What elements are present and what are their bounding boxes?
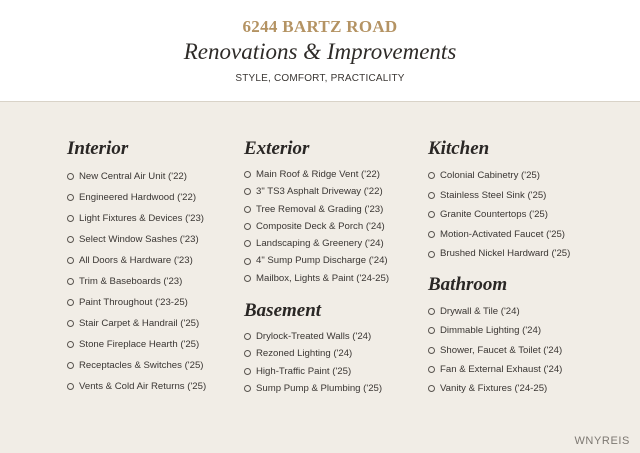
list-item-label: Vanity & Fixtures ('24-25) <box>440 383 548 395</box>
list-item <box>67 376 206 397</box>
list-item-label: Dimmable Lighting ('24) <box>440 325 542 337</box>
circle-bullet-icon <box>67 278 74 285</box>
circle-bullet-icon <box>67 236 74 243</box>
list-basement <box>244 328 382 397</box>
list-item <box>428 360 562 379</box>
list-item-label: Stainless Steel Sink ('25) <box>440 189 547 201</box>
circle-bullet-icon <box>67 257 74 264</box>
list-item-label: Vents & Cold Air Returns ('25) <box>79 381 207 392</box>
circle-bullet-icon <box>67 173 74 180</box>
circle-bullet-icon <box>244 368 251 375</box>
section-title-basement: Basement <box>244 300 322 321</box>
list-item-label: 3" TS3 Asphalt Driveway ('22) <box>256 186 383 198</box>
circle-bullet-icon <box>67 320 74 327</box>
content-panel <box>0 102 640 453</box>
circle-bullet-icon <box>244 275 251 282</box>
circle-bullet-icon <box>67 215 74 222</box>
list-item <box>67 208 206 229</box>
tagline: STYLE, COMFORT, PRACTICALITY <box>235 73 405 84</box>
list-item-label: Main Roof & Ridge Vent ('22) <box>256 169 380 180</box>
list-kitchen <box>428 166 570 264</box>
list-item-label: Tree Removal & Grading ('23) <box>256 203 384 215</box>
list-item <box>244 166 389 183</box>
list-item <box>244 235 389 252</box>
list-item-label: All Doors & Hardware ('23) <box>79 255 193 266</box>
list-item-label: Mailbox, Lights & Paint ('24-25) <box>256 272 390 284</box>
list-item <box>428 186 570 206</box>
circle-bullet-icon <box>428 327 435 334</box>
list-item-label: Stair Carpet & Handrail ('25) <box>79 318 200 329</box>
list-item <box>428 205 570 225</box>
list-interior <box>67 166 206 397</box>
list-item <box>244 380 382 397</box>
page-title: Renovations & Improvements <box>183 39 457 64</box>
circle-bullet-icon <box>67 299 74 306</box>
list-item <box>244 328 382 345</box>
list-item-label: Light Fixtures & Devices ('23) <box>79 213 204 224</box>
circle-bullet-icon <box>244 206 251 213</box>
list-item <box>244 252 389 269</box>
list-item-label: Brushed Nickel Hardward ('25) <box>440 248 571 260</box>
list-item-label: Sump Pump & Plumbing ('25) <box>256 382 383 394</box>
circle-bullet-icon <box>428 251 435 258</box>
circle-bullet-icon <box>428 385 435 392</box>
list-item <box>244 345 382 362</box>
list-item-label: 4" Sump Pump Discharge ('24) <box>256 255 388 267</box>
list-item <box>428 379 562 398</box>
section-bathroom <box>428 274 562 398</box>
section-interior <box>67 138 206 397</box>
list-item-label: Stone Fireplace Hearth ('25) <box>79 339 200 350</box>
property-address: 6244 BARTZ ROAD <box>242 17 398 36</box>
list-item-label: Receptacles & Switches ('25) <box>79 360 204 371</box>
list-item-label: Select Window Sashes ('23) <box>79 234 199 245</box>
circle-bullet-icon <box>244 188 251 195</box>
section-title-kitchen: Kitchen <box>428 138 490 159</box>
circle-bullet-icon <box>244 223 251 230</box>
circle-bullet-icon <box>244 385 251 392</box>
circle-bullet-icon <box>244 171 251 178</box>
list-item <box>428 244 570 264</box>
list-item-label: Landscaping & Greenery ('24) <box>256 238 384 250</box>
circle-bullet-icon <box>244 350 251 357</box>
circle-bullet-icon <box>67 194 74 201</box>
list-item-label: New Central Air Unit ('22) <box>79 171 187 182</box>
list-item <box>67 166 206 187</box>
list-item-label: Trim & Baseboards ('23) <box>79 276 183 287</box>
list-item <box>67 250 206 271</box>
section-title-interior: Interior <box>67 138 129 159</box>
list-item <box>244 363 382 380</box>
list-item-label: Drywall & Tile ('24) <box>440 306 520 317</box>
list-item <box>67 355 206 376</box>
section-basement <box>244 300 382 397</box>
list-item <box>244 218 389 235</box>
list-item <box>67 313 206 334</box>
list-item-label: Motion-Activated Faucet ('25) <box>440 228 566 240</box>
circle-bullet-icon <box>428 211 435 218</box>
list-item <box>428 302 562 321</box>
circle-bullet-icon <box>244 333 251 340</box>
section-title-bathroom: Bathroom <box>428 274 508 295</box>
header <box>0 0 640 102</box>
list-item-label: Drylock-Treated Walls ('24) <box>256 331 372 342</box>
list-item-label: Granite Countertops ('25) <box>440 209 548 221</box>
section-title-exterior: Exterior <box>244 138 310 159</box>
list-item-label: Paint Throughout ('23-25) <box>79 297 188 308</box>
circle-bullet-icon <box>428 231 435 238</box>
list-item <box>244 183 389 200</box>
list-item <box>67 334 206 355</box>
list-item-label: Colonial Cabinetry ('25) <box>440 170 540 181</box>
list-item <box>428 341 562 360</box>
circle-bullet-icon <box>67 362 74 369</box>
list-item <box>67 229 206 250</box>
circle-bullet-icon <box>428 366 435 373</box>
list-item-label: Engineered Hardwood ('22) <box>79 192 197 203</box>
list-item <box>67 271 206 292</box>
section-exterior <box>244 138 389 287</box>
list-item <box>244 201 389 218</box>
list-item <box>428 225 570 245</box>
list-item-label: High-Traffic Paint ('25) <box>256 365 352 377</box>
circle-bullet-icon <box>244 240 251 247</box>
list-item <box>428 321 562 340</box>
section-kitchen <box>428 138 570 264</box>
list-item <box>244 270 389 287</box>
circle-bullet-icon <box>67 383 74 390</box>
circle-bullet-icon <box>67 341 74 348</box>
circle-bullet-icon <box>428 172 435 179</box>
list-item-label: Shower, Faucet & Toilet ('24) <box>440 344 563 356</box>
circle-bullet-icon <box>428 192 435 199</box>
list-item-label: Rezoned Lighting ('24) <box>256 348 353 360</box>
circle-bullet-icon <box>244 258 251 265</box>
list-item-label: Composite Deck & Porch ('24) <box>256 220 385 232</box>
list-item <box>67 187 206 208</box>
list-bathroom <box>428 302 562 398</box>
list-item <box>67 292 206 313</box>
watermark: WNYREIS <box>574 435 630 447</box>
circle-bullet-icon <box>428 347 435 354</box>
list-exterior <box>244 166 389 287</box>
list-item <box>428 166 570 186</box>
circle-bullet-icon <box>428 308 435 315</box>
list-item-label: Fan & External Exhaust ('24) <box>440 363 563 375</box>
